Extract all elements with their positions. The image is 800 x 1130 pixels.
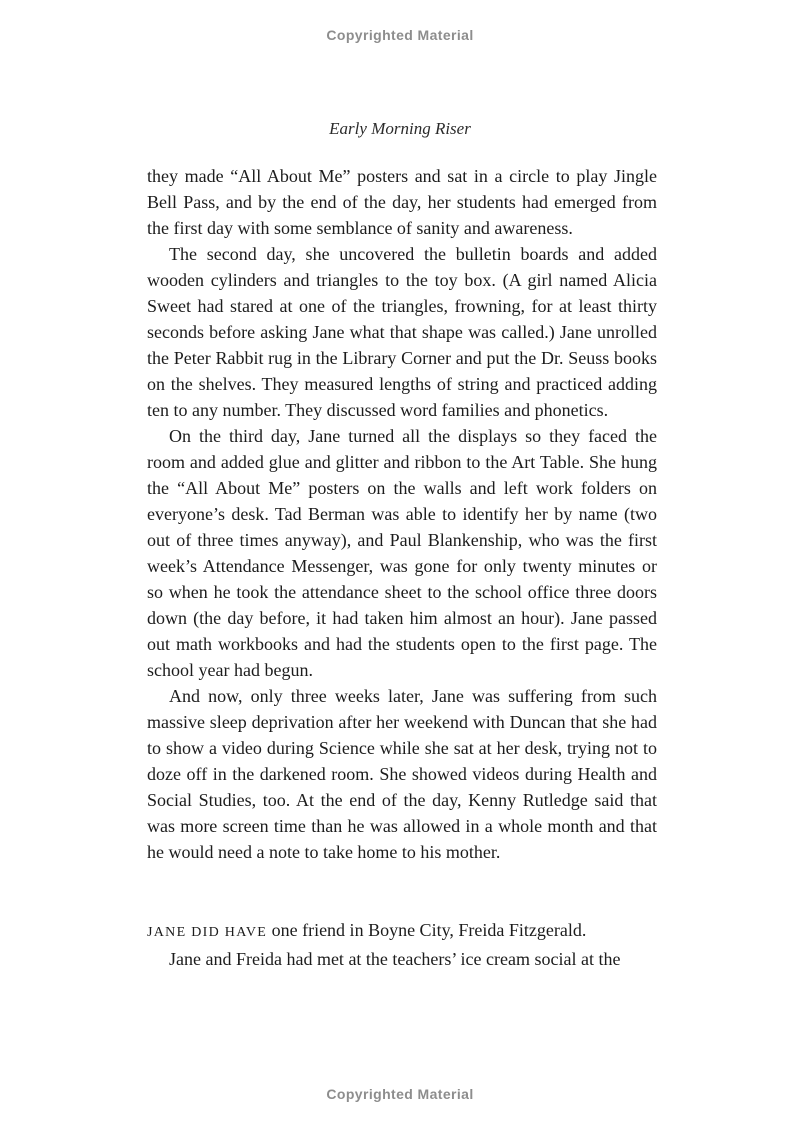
- paragraph: they made “All About Me” posters and sat in a circle to play Jingle Bell Pass, and by the end of the day, her students had emerged from the first day with some semblance of sanity and awareness.: [147, 166, 657, 238]
- copyright-notice-top: Copyrighted Material: [326, 27, 474, 43]
- paragraph: Jane and Freida had met at the teachers’ ice cream social at the: [169, 949, 621, 969]
- paragraph: JANE DID HAVE one friend in Boyne City, Freida Fitzgerald.: [147, 920, 587, 940]
- copyright-notice-bottom: Copyrighted Material: [326, 1086, 474, 1102]
- running-header: Early Morning Riser: [329, 119, 471, 138]
- body-text: [147, 163, 657, 972]
- paragraph: The second day, she uncovered the bulletin boards and added wooden cylinders and triangles to the toy box. (A girl named Alicia Sweet had stared at one of the triangles, frowning, for at least thirty seconds before asking Jane what that shape was called.) Jane unrolled the Peter Rabbit rug in the Library Corner and put the Dr. Seuss books on the shelves. They measured lengths of string and practiced adding ten to any number. They discussed word families and phonetics.: [147, 244, 657, 420]
- paragraph: And now, only three weeks later, Jane was suffering from such massive sleep deprivation after her weekend with Duncan that she had to show a video during Science while she sat at her desk, trying not to doze off in the darkened room. She showed videos during Health and Social Studies, too. At the end of the day, Kenny Rutledge said that was more screen time than he was allowed in a whole month and that he would need a note to take home to his mother.: [147, 686, 657, 862]
- small-caps-lead: JANE DID HAVE: [147, 925, 268, 940]
- paragraph: On the third day, Jane turned all the displays so they faced the room and added glue and glitter and ribbon to the Art Table. She hung the “All About Me” posters on the walls and left work folders on everyone’s desk. Tad Berman was able to identify her by name (two out of three times anyway), and Paul Blankenship, who was the first week’s Attendance Messenger, was gone for only twenty minutes or so when he took the attendance sheet to the school office three doors down (the day before, it had taken him almost an hour). Jane passed out math workbooks and had the students open to the first page. The school year had begun.: [147, 426, 657, 680]
